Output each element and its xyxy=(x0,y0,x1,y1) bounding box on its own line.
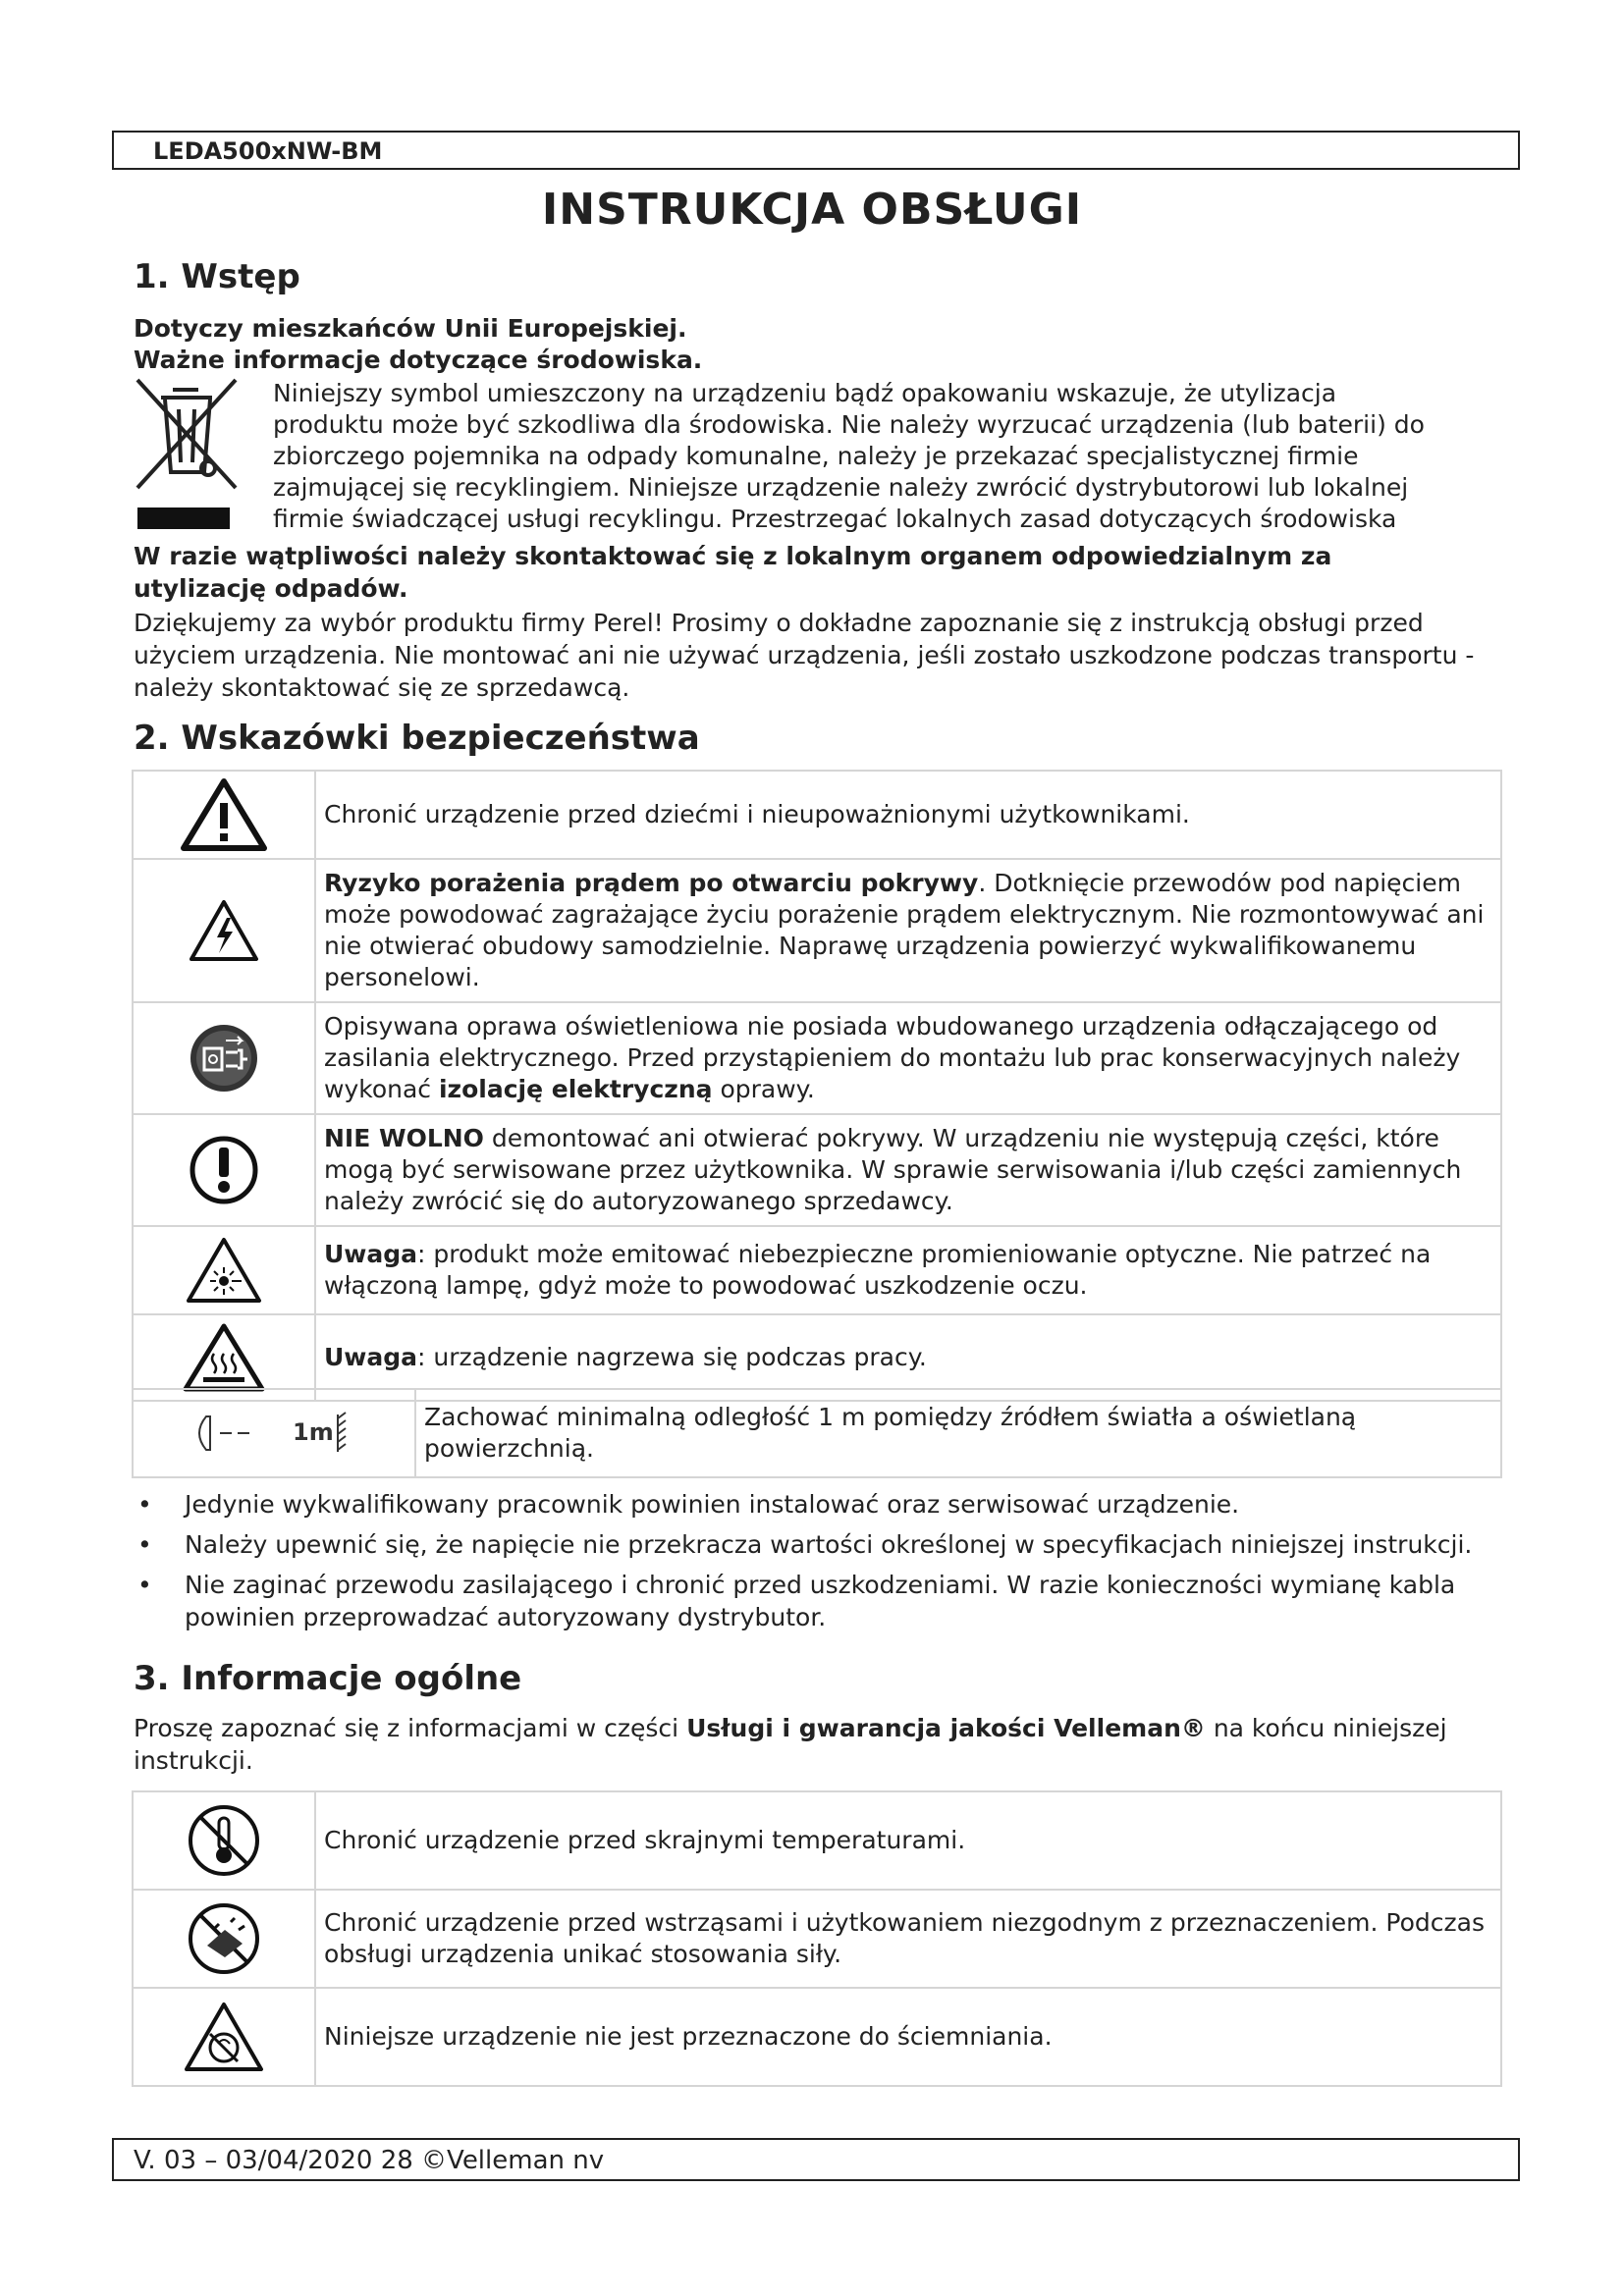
weee-text xyxy=(273,378,1624,535)
safety-text-pre: Opisywana oprawa oświetleniowa nie posiada wbudowanego urządzenia odłączającego od zasilania elektrycznego. Przed przystąpieniem do montażu lub prac konserwacyjnych należy wykonać xyxy=(324,1012,1461,1103)
safety-text-bold: Ryzyko porażenia prądem po otwarciu pokrywy xyxy=(324,869,979,897)
safety-table xyxy=(132,770,1502,1402)
safety-text-bold: NIE WOLNO xyxy=(324,1124,484,1152)
safety-text-bold: Uwaga xyxy=(324,1240,418,1268)
bullet-icon: • xyxy=(137,1530,152,1559)
safety-text-bold: Uwaga xyxy=(324,1343,418,1371)
info-row xyxy=(133,1791,1501,1890)
disconnect-power-icon xyxy=(187,1021,261,1095)
safety-text xyxy=(315,1114,1501,1226)
bullet-text: Jedynie wykwalifikowany pracownik powinien instalować oraz serwisować urządzenie. xyxy=(185,1490,1240,1519)
info-row xyxy=(133,1890,1501,1988)
safety-text xyxy=(315,771,1501,859)
header-bar xyxy=(112,131,1520,170)
safety-text-body: : urządzenie nagrzewa się podczas pracy. xyxy=(417,1343,927,1371)
no-extreme-temperature-icon xyxy=(186,1802,262,1879)
safety-text xyxy=(315,859,1501,1002)
section-3-intro xyxy=(134,1712,1508,1777)
weee-notice xyxy=(134,378,1508,535)
safety-row xyxy=(133,1226,1501,1314)
safety-text-body: demontować ani otwierać pokrywy. W urządzeniu nie występują części, które mogą być serwisowane przez użytkownika. W sprawie serwisowania i/lub części zamiennych należy zwrócić się do autoryzowanego sprzedawcy. xyxy=(324,1124,1462,1215)
intro-text-end: na końcu niniejszej instrukcji. xyxy=(134,1714,1447,1775)
hot-surface-icon xyxy=(182,1322,266,1393)
environment-info-line: Ważne informacje dotyczące środowiska. xyxy=(134,346,703,374)
safety-row xyxy=(133,1002,1501,1114)
optical-radiation-icon xyxy=(185,1236,263,1305)
bullet-icon: • xyxy=(137,1490,152,1519)
info-text xyxy=(315,1791,1501,1890)
safety-icon-cell xyxy=(133,1002,315,1114)
weee-line: Niniejszy symbol umieszczony na urządzeniu bądź opakowaniu wskazuje, że utylizacja xyxy=(273,379,1337,407)
info-text xyxy=(315,1988,1501,2086)
no-dimming-icon xyxy=(183,2001,265,2073)
bullet-text: Nie zaginać przewodu zasilającego i chronić przed uszkodzeniami. W razie konieczności wymianę kabla powinien przeprowadzać autoryzowany dystrybutor. xyxy=(185,1571,1456,1631)
info-icon-cell xyxy=(133,1988,315,2086)
section-2-heading: 2. Wskazówki bezpieczeństwa xyxy=(134,719,700,758)
safety-text-body: : produkt może emitować niebezpieczne promieniowanie optyczne. Nie patrzeć na włączoną lampę, gdyż może to powodować uszkodzenie oczu. xyxy=(324,1240,1432,1300)
weee-line: zbiorczego pojemnika na odpady komunalne, należy je przekazać specjalistycznej firmie xyxy=(273,442,1359,470)
weee-line: produktu może być szkodliwa dla środowiska. Nie należy wyrzucać urządzenia (lub baterii) do xyxy=(273,410,1425,439)
eu-residents-line: Dotyczy mieszkańców Unii Europejskiej. xyxy=(134,314,687,343)
safety-icon-cell xyxy=(133,859,315,1002)
distance-table xyxy=(132,1388,1502,1478)
warning-triangle-icon xyxy=(180,777,268,852)
list-item xyxy=(134,1569,1540,1633)
info-text-body: Chronić urządzenie przed wstrząsami i użytkowaniem niezgodnym z przeznaczeniem. Podczas obsługi urządzenia unikać stosowania siły. xyxy=(324,1908,1485,1968)
safety-text xyxy=(315,1226,1501,1314)
general-info-table xyxy=(132,1790,1502,2087)
info-text-body: Chronić urządzenie przed skrajnymi temperaturami. xyxy=(324,1826,966,1854)
list-item xyxy=(134,1488,1528,1521)
thank-you-text: Dziękujemy za wybór produktu firmy Perel! Prosimy o dokładne zapoznanie się z instrukcją obsługi przed użyciem urządzenia. Nie montować ani nie używać urządzenia, jeśli zostało uszkodzone podczas transportu - należy skontaktować się ze sprzedawcą. xyxy=(134,609,1475,702)
model-number: LEDA500xNW-BM xyxy=(153,137,383,165)
safety-text-body: . Dotknięcie przewodów pod napięciem może powodować zagrażające życiu porażenie prądem elektrycznym. Nie rozmontowywać ani nie otwierać obudowy samodzielnie. Naprawę urządzenia powierzyć wykwalifikowanemu personelowi. xyxy=(324,869,1485,991)
safety-text-body: oprawy. xyxy=(712,1075,815,1103)
list-item xyxy=(134,1528,1528,1561)
bullet-icon: • xyxy=(137,1571,152,1599)
document-title: INSTRUKCJA OBSŁUGI xyxy=(541,185,1083,235)
safety-text-body: Chronić urządzenie przed dziećmi i nieupoważnionymi użytkownikami. xyxy=(324,800,1190,828)
info-icon-cell xyxy=(133,1890,315,1988)
weee-line: firmie świadczącej usługi recyklingu. Przestrzegać lokalnych zasad dotyczących środowiska xyxy=(273,505,1397,533)
info-text xyxy=(315,1890,1501,1988)
min-distance-icon xyxy=(190,1409,357,1458)
safety-icon-cell xyxy=(133,1389,415,1477)
safety-text xyxy=(315,1002,1501,1114)
safety-text-body: Zachować minimalną odległość 1 m pomiędzy źródłem światła a oświetlaną powierzchnią. xyxy=(424,1403,1357,1463)
intro-bold: Usługi i gwarancja jakości Velleman® xyxy=(686,1714,1206,1742)
safety-row xyxy=(133,859,1501,1002)
safety-text-bold: izolację elektryczną xyxy=(438,1075,713,1103)
safety-row xyxy=(133,1114,1501,1226)
footer-text: V. 03 – 03/04/2020 28 ©Velleman nv xyxy=(134,2146,605,2175)
bullet-text: Należy upewnić się, że napięcie nie przekracza wartości określonej w specyfikacjach niniejszej instrukcji. xyxy=(185,1530,1473,1559)
info-icon-cell xyxy=(133,1791,315,1890)
info-text-body: Niniejsze urządzenie nie jest przeznaczone do ściemniania. xyxy=(324,2022,1053,2051)
safety-icon-cell xyxy=(133,1114,315,1226)
section-3-heading: 3. Informacje ogólne xyxy=(134,1659,522,1698)
safety-row xyxy=(133,1389,1501,1477)
safety-text xyxy=(415,1389,1501,1477)
intro-text: Proszę zapoznać się z informacjami w części xyxy=(134,1714,687,1742)
safety-bullet-list xyxy=(134,1488,1528,1641)
disposal-warning: W razie wątpliwości należy skontaktować się z lokalnym organem odpowiedzialnym za utylizację odpadów. xyxy=(134,542,1332,603)
safety-row xyxy=(133,771,1501,859)
crossed-bin-icon xyxy=(134,378,242,535)
safety-icon-cell xyxy=(133,1226,315,1314)
footer-bar xyxy=(112,2138,1520,2181)
no-shock-icon xyxy=(186,1900,262,1977)
electric-shock-icon xyxy=(188,898,260,963)
distance-label: 1m xyxy=(293,1418,334,1446)
weee-line: zajmującej się recyklingiem. Niniejsze urządzenie należy zwrócić dystrybutorowi lub lokalnej xyxy=(273,473,1409,502)
section-1-heading: 1. Wstęp xyxy=(134,257,300,296)
info-row xyxy=(133,1988,1501,2086)
safety-icon-cell xyxy=(133,771,315,859)
exclamation-circle-icon xyxy=(188,1134,260,1206)
